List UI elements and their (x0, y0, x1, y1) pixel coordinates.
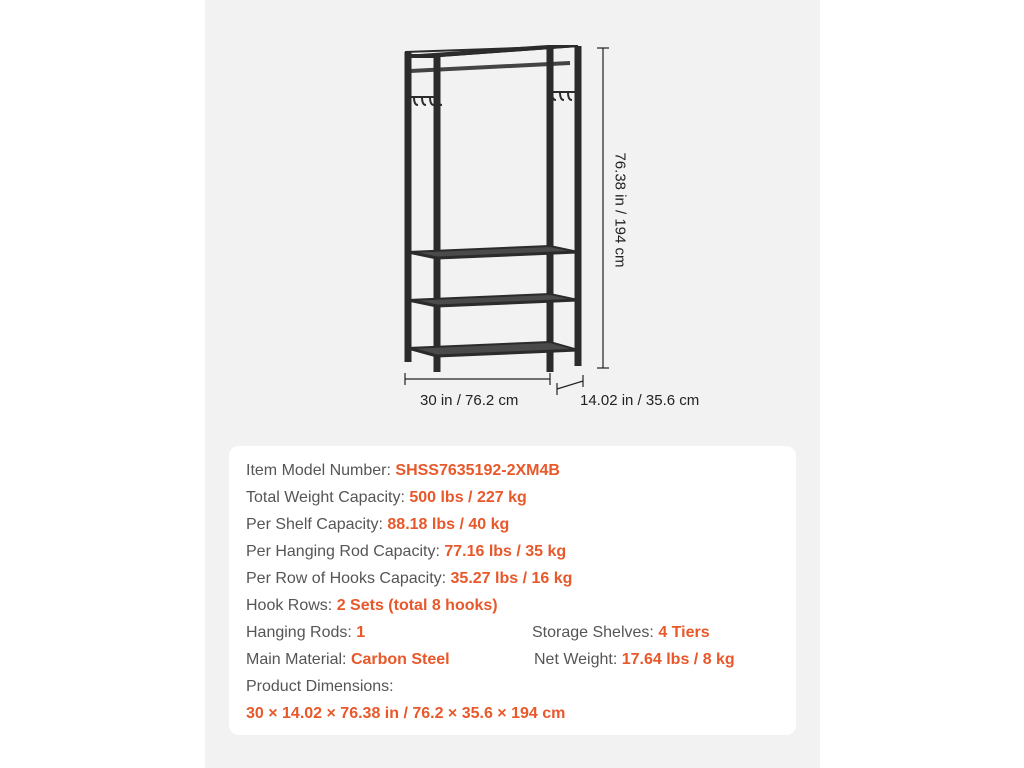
spec-storage-shelves (532, 623, 710, 643)
spec-total-capacity (246, 488, 527, 508)
spec-label: Per Shelf Capacity: (246, 516, 383, 533)
spec-label: Storage Shelves: (532, 624, 654, 641)
spec-product-dimensions-value (246, 704, 565, 724)
spec-value: 500 lbs / 227 kg (409, 489, 527, 506)
spec-hanging-rods (246, 623, 365, 643)
spec-net-weight (534, 650, 735, 670)
spec-product-dimensions (246, 677, 394, 697)
spec-value: 77.16 lbs / 35 kg (444, 543, 567, 560)
spec-value: 1 (356, 624, 366, 641)
width-dimension-label: 30 in / 76.2 cm (420, 392, 519, 409)
spec-value: 30 × 14.02 × 76.38 in / 76.2 × 35.6 × 194 cm (246, 705, 566, 722)
spec-shelf-capacity (246, 515, 509, 535)
spec-label: Product Dimensions: (246, 678, 394, 695)
height-dimension-label: 76.38 in / 194 cm (611, 152, 629, 268)
spec-value: 17.64 lbs / 8 kg (621, 651, 735, 668)
spec-main-material (246, 650, 450, 670)
spec-value: 2 Sets (total 8 hooks) (336, 597, 498, 614)
depth-dimension-label: 14.02 in / 35.6 cm (580, 392, 700, 409)
spec-label: Main Material: (246, 651, 347, 668)
spec-value: 35.27 lbs / 16 kg (450, 570, 573, 587)
spec-hook-rows (246, 596, 498, 616)
spec-label: Item Model Number: (246, 462, 391, 479)
spec-label: Per Hanging Rod Capacity: (246, 543, 440, 560)
spec-model-number (246, 461, 560, 481)
spec-label: Total Weight Capacity: (246, 489, 405, 506)
spec-value: 88.18 lbs / 40 kg (387, 516, 510, 533)
specifications-card (229, 446, 796, 735)
spec-label: Hook Rows: (246, 597, 333, 614)
spec-label: Net Weight: (534, 651, 618, 668)
spec-hooks-capacity (246, 569, 572, 589)
spec-label: Hanging Rods: (246, 624, 352, 641)
spec-value: SHSS7635192-2XM4B (395, 462, 560, 479)
spec-label: Per Row of Hooks Capacity: (246, 570, 447, 587)
spec-value: 4 Tiers (658, 624, 710, 641)
spec-value: Carbon Steel (350, 651, 450, 668)
spec-rod-capacity (246, 542, 566, 562)
